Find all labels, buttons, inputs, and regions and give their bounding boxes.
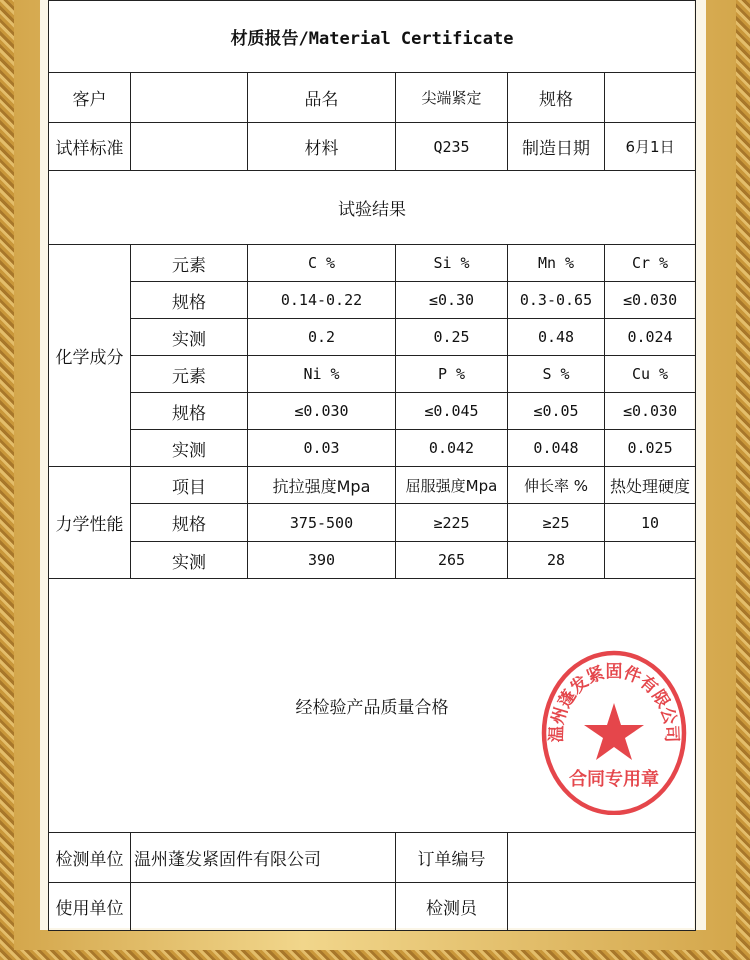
user-unit-value: [131, 883, 396, 931]
company-seal: [540, 645, 688, 815]
chemical-cell: 0.025: [605, 430, 696, 467]
inspector-label: 检测员: [396, 883, 508, 931]
chemical-cell: ≤0.030: [248, 393, 396, 430]
spec-label: 规格: [508, 73, 605, 123]
mechanical-cell: 屈服强度Mpa: [396, 467, 508, 504]
chemical-cell: Mn %: [508, 245, 605, 282]
mechanical-cell: 28: [508, 542, 605, 579]
mechanical-cell: ≥25: [508, 504, 605, 542]
chemical-row-label: 规格: [131, 393, 248, 430]
date-value: 6月1日: [605, 123, 696, 171]
chemical-row-label: 元素: [131, 356, 248, 393]
mechanical-cell: [605, 542, 696, 579]
chemical-cell: 0.042: [396, 430, 508, 467]
chemical-cell: Ni %: [248, 356, 396, 393]
mechanical-cell: 265: [396, 542, 508, 579]
material-value: Q235: [396, 123, 508, 171]
customer-value: [131, 73, 248, 123]
chemical-row-label: 规格: [131, 282, 248, 319]
chemical-cell: S %: [508, 356, 605, 393]
date-label: 制造日期: [508, 123, 605, 171]
chemical-cell: Si %: [396, 245, 508, 282]
spec-value: [605, 73, 696, 123]
chemical-row-label: 实测: [131, 319, 248, 356]
mechanical-cell: 伸长率 %: [508, 467, 605, 504]
mechanical-row-label: 规格: [131, 504, 248, 542]
inspector-value: [508, 883, 696, 931]
chemical-cell: 0.2: [248, 319, 396, 356]
mechanical-group-label: 力学性能: [49, 467, 131, 579]
order-no-value: [508, 833, 696, 883]
user-unit-label: 使用单位: [49, 883, 131, 931]
mechanical-cell: 抗拉强度Mpa: [248, 467, 396, 504]
mechanical-cell: 375-500: [248, 504, 396, 542]
mechanical-row-label: 项目: [131, 467, 248, 504]
standard-value: [131, 123, 248, 171]
mechanical-cell: 热处理硬度: [605, 467, 696, 504]
chemical-cell: 0.024: [605, 319, 696, 356]
chemical-cell: ≤0.05: [508, 393, 605, 430]
chemical-cell: 0.25: [396, 319, 508, 356]
chemical-cell: 0.03: [248, 430, 396, 467]
mechanical-row-label: 实测: [131, 542, 248, 579]
chemical-cell: P %: [396, 356, 508, 393]
chemical-cell: Cu %: [605, 356, 696, 393]
order-no-label: 订单编号: [396, 833, 508, 883]
chemical-cell: ≤0.30: [396, 282, 508, 319]
seal-star-icon: [584, 703, 644, 760]
results-title: 试验结果: [49, 171, 696, 245]
chemical-group-label: 化学成分: [49, 245, 131, 467]
chemical-cell: 0.3-0.65: [508, 282, 605, 319]
chemical-cell: ≤0.045: [396, 393, 508, 430]
product-value: 尖端紧定: [396, 73, 508, 123]
chemical-row-label: 元素: [131, 245, 248, 282]
chemical-cell: ≤0.030: [605, 393, 696, 430]
seal-purpose-text: 合同专用章: [569, 769, 659, 790]
chemical-row-label: 实测: [131, 430, 248, 467]
chemical-cell: 0.048: [508, 430, 605, 467]
chemical-cell: C %: [248, 245, 396, 282]
material-label: 材料: [248, 123, 396, 171]
chemical-cell: 0.48: [508, 319, 605, 356]
conclusion-text: 经检验产品质量合格: [49, 579, 696, 833]
certificate-title: 材质报告/Material Certificate: [49, 1, 696, 73]
chemical-cell: Cr %: [605, 245, 696, 282]
chemical-cell: ≤0.030: [605, 282, 696, 319]
inspection-unit-value: 温州蓬发紧固件有限公司: [131, 833, 396, 883]
inspection-unit-label: 检测单位: [49, 833, 131, 883]
customer-label: 客户: [49, 73, 131, 123]
mechanical-cell: 10: [605, 504, 696, 542]
chemical-cell: 0.14-0.22: [248, 282, 396, 319]
seal-company-text: 温州蓬发紧固件有限公司: [546, 662, 682, 743]
standard-label: 试样标准: [49, 123, 131, 171]
mechanical-cell: 390: [248, 542, 396, 579]
mechanical-cell: ≥225: [396, 504, 508, 542]
product-label: 品名: [248, 73, 396, 123]
